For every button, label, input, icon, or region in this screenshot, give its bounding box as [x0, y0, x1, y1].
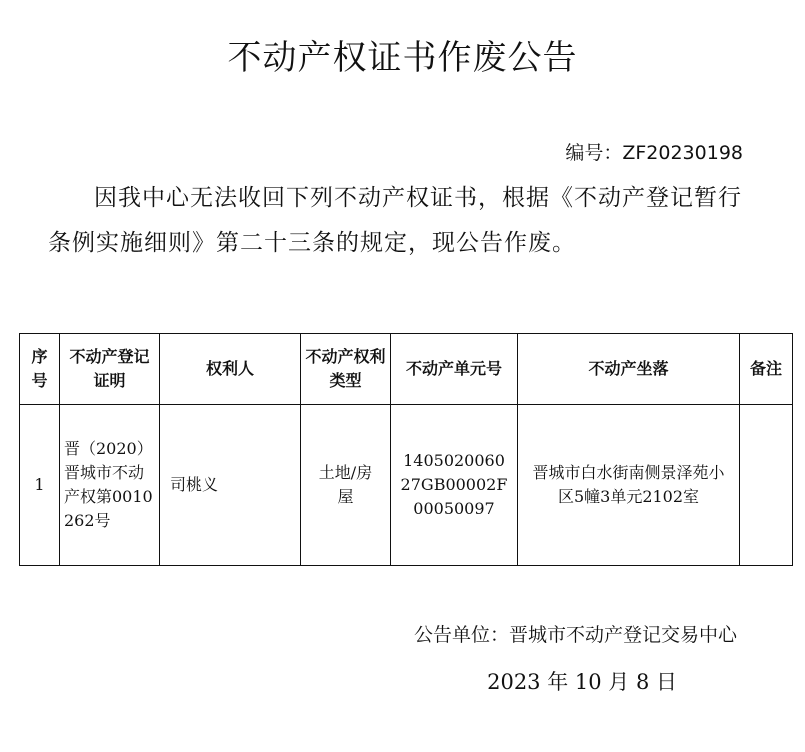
- header-unit-number: 不动产单元号: [391, 334, 518, 405]
- notice-title: 不动产权证书作废公告: [227, 38, 578, 78]
- cell-certificate: 晋（2020）晋城市不动产权第0010262号: [60, 405, 160, 566]
- header-right-type: 不动产权利类型: [301, 334, 391, 405]
- document-number: 编号：ZF20230198: [565, 142, 743, 164]
- cell-holder: 司桃义: [160, 405, 301, 566]
- header-location: 不动产坐落: [518, 334, 740, 405]
- table-header-row: [20, 334, 793, 405]
- issuer: 公告单位：晋城市不动产登记交易中心: [413, 624, 737, 646]
- cell-location: 晋城市白水街南侧景泽苑小区5幢3单元2102室: [518, 405, 740, 566]
- table-row: [20, 405, 793, 566]
- cell-unit-number: 140502006027GB00002F00050097: [391, 405, 518, 566]
- certificate-table: [19, 333, 793, 566]
- cell-index: 1: [20, 405, 60, 566]
- header-holder: 权利人: [160, 334, 301, 405]
- header-certificate: 不动产登记证明: [60, 334, 160, 405]
- cell-remark: [740, 405, 793, 566]
- header-remark: 备注: [740, 334, 793, 405]
- cell-right-type: 土地/房屋: [301, 405, 391, 566]
- header-index: 序号: [20, 334, 60, 405]
- notice-body: 因我中心无法收回下列不动产权证书，根据《不动产登记暂行条例实施细则》第二十三条的规定，现公告作废。: [48, 185, 742, 256]
- issue-date: 2023 年 10 月 8 日: [487, 670, 677, 694]
